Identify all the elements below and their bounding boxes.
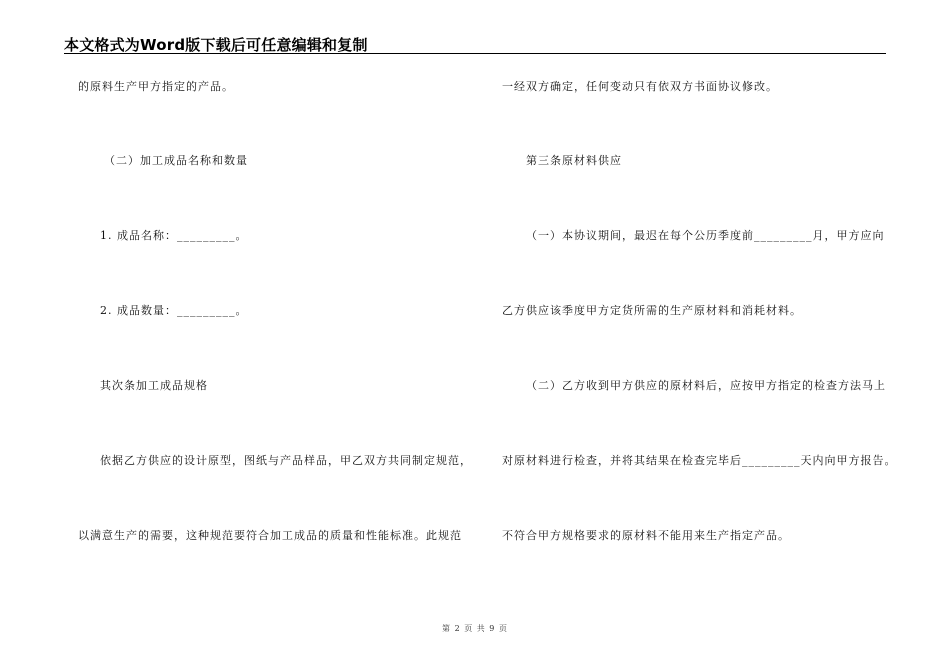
left-line-2: （二）加工成品名称和数量 xyxy=(104,154,248,167)
right-line-4: 乙方供应该季度甲方定货所需的生产原材料和消耗材料。 xyxy=(502,304,802,317)
left-line-4: 2. 成品数量：_________。 xyxy=(100,304,248,317)
right-line-1: 一经双方确定，任何变动只有依双方书面协议修改。 xyxy=(502,80,778,93)
right-line-7: 不符合甲方规格要求的原材料不能用来生产指定产品。 xyxy=(502,529,790,542)
right-line-3: （一）本协议期间，最迟在每个公历季度前_________月，甲方应向 xyxy=(526,229,885,242)
left-line-1: 的原料生产甲方指定的产品。 xyxy=(78,80,234,93)
right-line-2: 第三条原材料供应 xyxy=(526,154,622,167)
document-header-title: 本文格式为Word版下载后可任意编辑和复制 xyxy=(64,36,368,54)
left-line-7: 以满意生产的需要，这种规范要符合加工成品的质量和性能标准。此规范 xyxy=(78,529,462,542)
left-line-5: 其次条加工成品规格 xyxy=(100,379,208,392)
left-line-3: 1. 成品名称：_________。 xyxy=(100,229,248,242)
right-line-6: 对原材料进行检查，并将其结果在检查完毕后_________天内向甲方报告。 xyxy=(502,454,897,467)
page-number: 第 2 页 共 9 页 xyxy=(442,624,508,633)
right-line-5: （二）乙方收到甲方供应的原材料后，应按甲方指定的检查方法马上 xyxy=(526,379,886,392)
left-line-6: 依据乙方供应的设计原型，图纸与产品样品，甲乙双方共同制定规范， xyxy=(100,454,472,467)
